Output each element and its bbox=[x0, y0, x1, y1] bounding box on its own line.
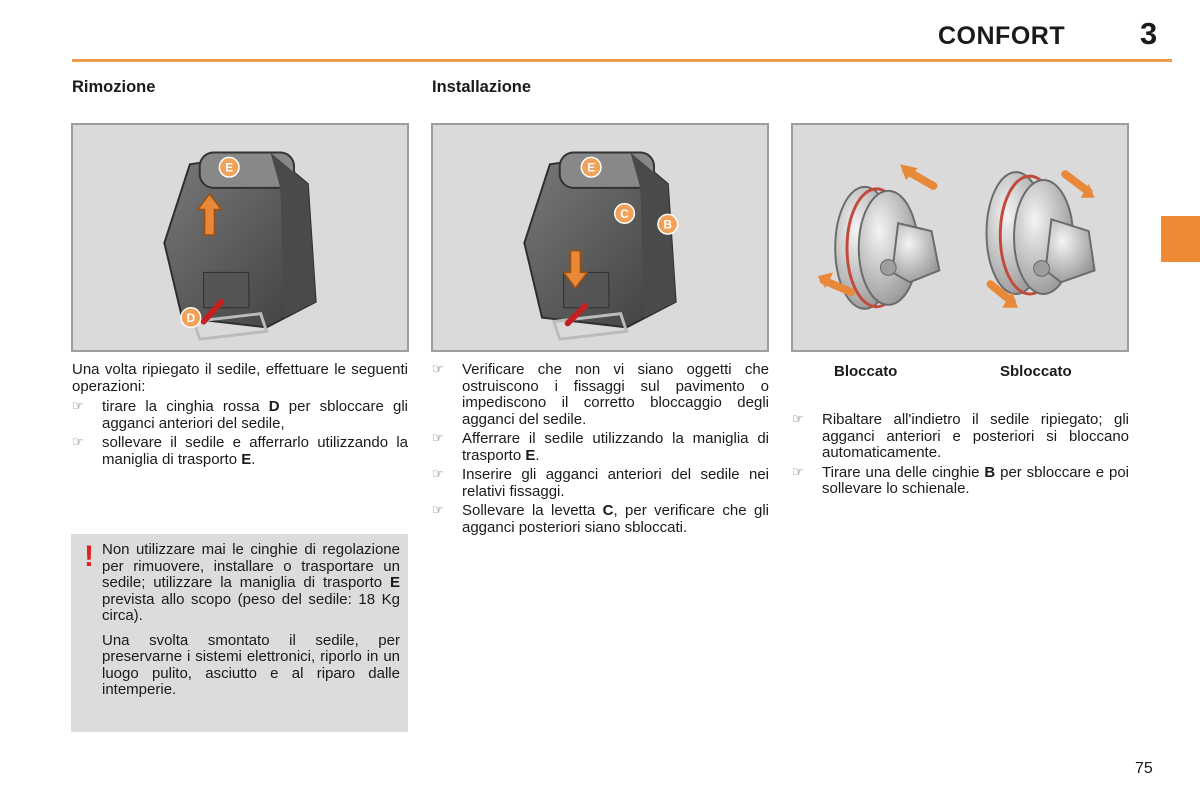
pointing-hand-icon: ☞ bbox=[792, 412, 804, 427]
pointing-hand-icon: ☞ bbox=[432, 503, 444, 518]
lock-text bbox=[792, 412, 1129, 501]
caption-unlocked: Sbloccato bbox=[1000, 363, 1072, 380]
label-C: C bbox=[620, 207, 629, 221]
page-number: 75 bbox=[1135, 760, 1153, 777]
label-E: E bbox=[225, 161, 234, 175]
label-E-badge bbox=[219, 157, 239, 177]
removal-intro: Una volta ripiegato il sedile, effettuare le seguenti operazioni: bbox=[72, 361, 408, 395]
label-B: B bbox=[663, 218, 673, 232]
chapter-number: 3 bbox=[1140, 16, 1158, 51]
label-D-badge bbox=[181, 308, 201, 328]
installation-steps bbox=[432, 362, 769, 536]
list-item: ☞ Afferrare il sedile utilizzando la maniglia di trasporto E. bbox=[432, 430, 769, 464]
installation-text bbox=[432, 362, 769, 539]
installation-heading: Installazione bbox=[432, 78, 532, 96]
pointing-hand-icon: ☞ bbox=[72, 435, 84, 450]
chapter-side-tab bbox=[1161, 216, 1200, 262]
header-rule bbox=[72, 59, 1172, 62]
list-item: ☞ Inserire gli agganci anteriori del sedile nei relativi fissaggi. bbox=[432, 466, 769, 500]
pointing-hand-icon: ☞ bbox=[72, 399, 84, 414]
removal-text bbox=[72, 362, 408, 471]
caption-locked: Bloccato bbox=[834, 363, 898, 380]
label-D: D bbox=[186, 311, 196, 325]
label-E-badge bbox=[581, 157, 601, 177]
warning-box bbox=[71, 534, 408, 732]
chapter-title: CONFORT bbox=[938, 22, 1066, 50]
warning-icon: ! bbox=[84, 540, 94, 573]
warning-paragraph-2: Una svolta smontato il sedile, per preservarne i sistemi elettronici, riporlo in un luogo pulito, asciutto e al riparo dalle intemperie. bbox=[102, 631, 400, 698]
list-item: ☞ tirare la cinghia rossa D per sbloccare gli agganci anteriori del sedile, bbox=[72, 398, 409, 432]
lock-steps bbox=[792, 412, 1129, 498]
removal-steps bbox=[72, 399, 408, 468]
list-item: ☞ Ribaltare all'indietro il sedile ripiegato; gli agganci anteriori e posteriori si bloccano automaticamente. bbox=[792, 411, 1129, 461]
list-item: ☞ Tirare una delle cinghie B per sbloccare e poi sollevare lo schienale. bbox=[792, 463, 1129, 497]
pointing-hand-icon: ☞ bbox=[432, 431, 444, 446]
pointing-hand-icon: ☞ bbox=[792, 464, 804, 480]
installation-figure bbox=[431, 123, 769, 352]
unlocked-latch-drawing bbox=[987, 172, 1095, 294]
list-item: ☞ sollevare il sedile e afferrarlo utilizzando la maniglia di trasporto E. bbox=[72, 434, 408, 468]
label-B-badge bbox=[658, 214, 678, 234]
seat-drawing bbox=[524, 153, 675, 340]
list-item: ☞ Verificare che non vi siano oggetti che ostruiscono i fissaggi sul pavimento o impediscono il corretto bloccaggio degli agganci del sedile. bbox=[432, 361, 769, 428]
removal-figure bbox=[71, 123, 409, 352]
removal-heading: Rimozione bbox=[72, 78, 156, 96]
pointing-hand-icon: ☞ bbox=[432, 467, 444, 482]
list-item: ☞ Sollevare la levetta C, per verificare che gli agganci posteriori siano sbloccati. bbox=[432, 502, 770, 536]
warning-paragraph-1: Non utilizzare mai le cinghie di regolazione per rimuovere, installare o trasportare un sedile; utilizzare la maniglia di trasporto E prevista allo scopo (peso del sedile: 18 Kg circa). bbox=[102, 541, 400, 624]
pointing-hand-icon: ☞ bbox=[432, 362, 444, 377]
label-C-badge bbox=[615, 204, 635, 224]
label-E: E bbox=[587, 161, 596, 175]
lock-state-figure bbox=[791, 123, 1129, 352]
